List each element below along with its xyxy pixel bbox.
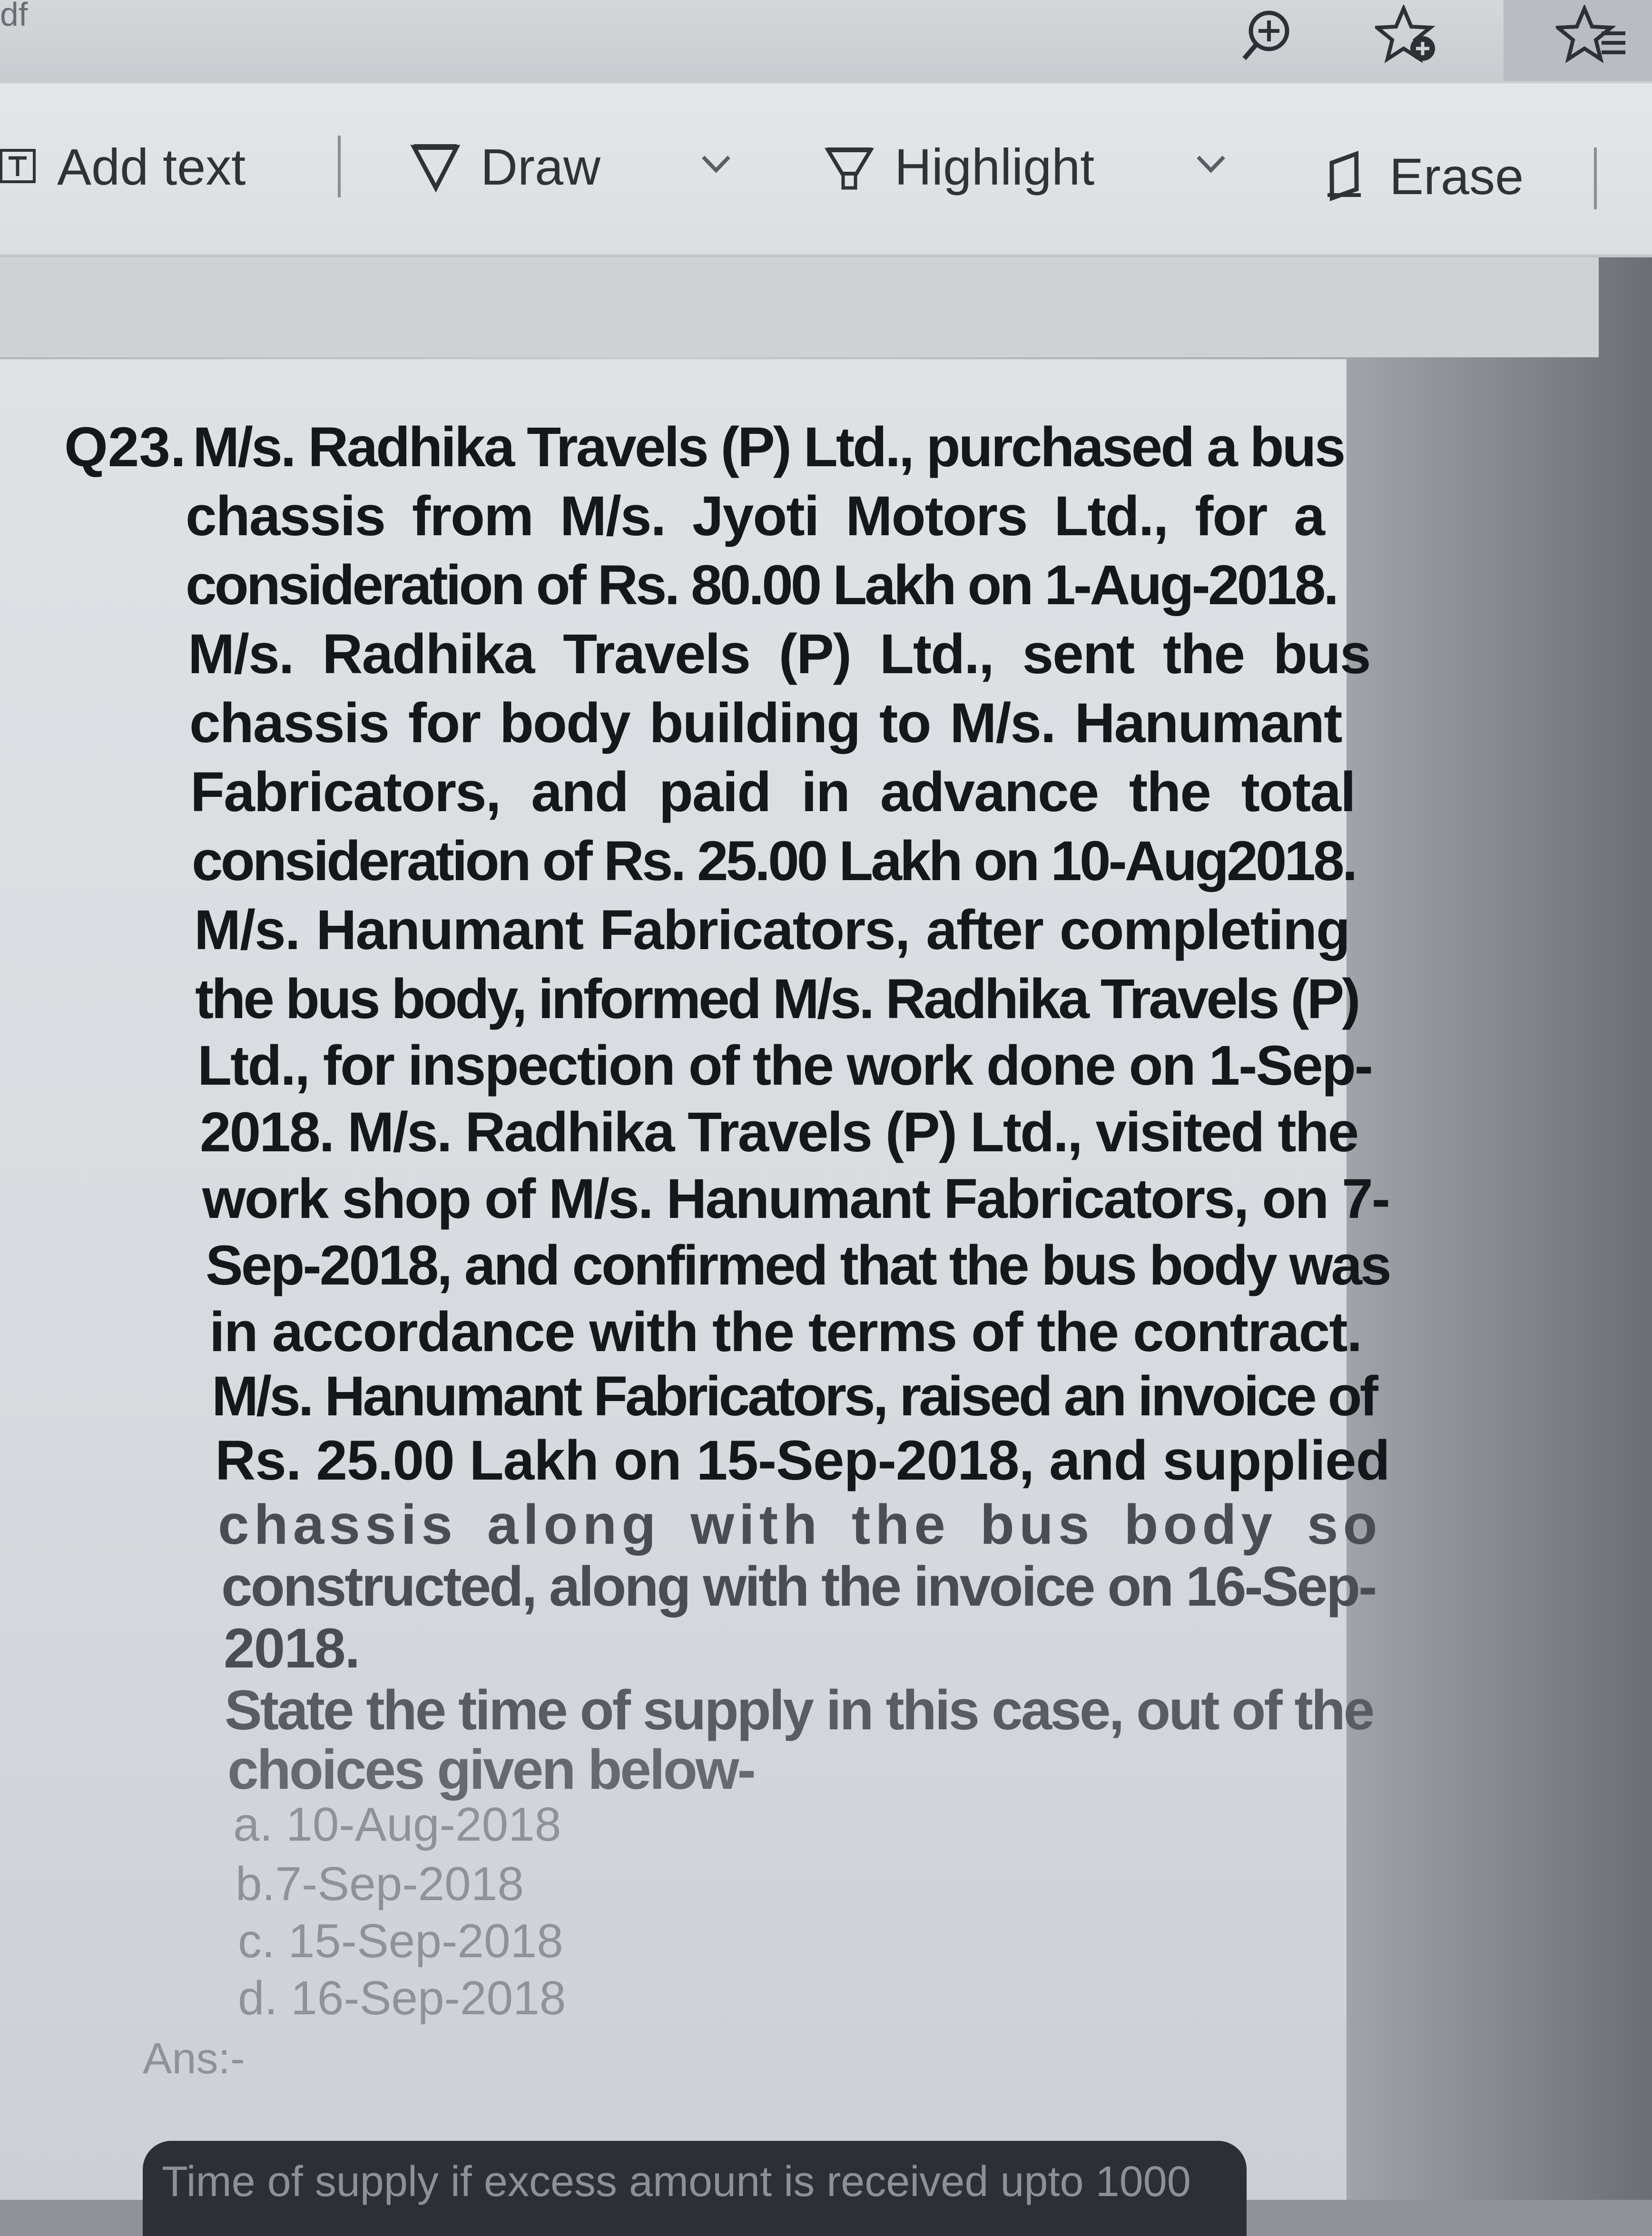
toolbar-separator (338, 136, 341, 197)
answer-text: Time of supply if excess amount is received upto 1000 (162, 2158, 1191, 2206)
question-line: consideration of Rs. 80.00 Lakh on 1-Aug-2018. (186, 554, 1337, 617)
pdf-page (0, 359, 1390, 2200)
text-box-icon (0, 147, 38, 186)
pdf-annotation-toolbar (0, 83, 1652, 257)
add-text-label: Add text (57, 137, 246, 196)
eraser-icon (1318, 150, 1370, 202)
favorites-icon[interactable] (1556, 5, 1627, 67)
question-line: M/s. Radhika Travels (P) Ltd., purchased a bus (193, 416, 1344, 479)
choice-b: b.7-Sep-2018 (236, 1857, 524, 1911)
question-line: 2018. (224, 1617, 360, 1680)
highlighter-icon (823, 140, 875, 193)
erase-label: Erase (1389, 147, 1524, 205)
question-line: M/s. Radhika Travels (P) Ltd., sent the bus (188, 623, 1370, 686)
choice-c: c. 15-Sep-2018 (238, 1914, 563, 1968)
viewer-margin (0, 257, 1599, 357)
question-number: Q23. (64, 416, 186, 479)
zoom-in-icon[interactable] (1237, 5, 1299, 67)
question-prompt: choices given below- (227, 1738, 754, 1801)
question-line: chassis for body building to M/s. Hanumant (189, 692, 1342, 755)
question-line: Sep-2018, and confirmed that the bus body was (206, 1234, 1390, 1297)
highlight-tool[interactable] (823, 131, 1094, 202)
browser-top-bar (0, 0, 1652, 83)
question-line: consideration of Rs. 25.00 Lakh on 10-Aug2018. (192, 830, 1356, 892)
question-line: work shop of M/s. Hanumant Fabricators, on 7- (202, 1167, 1389, 1230)
question-line: chassis along with the bus body so (218, 1493, 1382, 1556)
draw-tool[interactable] (409, 131, 600, 202)
question-line: in accordance with the terms of the contract. (209, 1301, 1362, 1363)
choice-d: d. 16-Sep-2018 (238, 1971, 566, 2025)
draw-label: Draw (481, 137, 601, 196)
question-line: Ltd., for inspection of the work done on 1-Sep- (197, 1034, 1372, 1097)
highlight-chevron-down-icon[interactable] (1194, 152, 1228, 178)
choice-a: a. 10-Aug-2018 (233, 1798, 561, 1851)
question-line: constructed, along with the invoice on 16-Sep- (221, 1555, 1376, 1618)
question-line: Fabricators, and paid in advance the total (190, 761, 1355, 824)
add-text-tool[interactable] (0, 131, 246, 202)
question-line: chassis from M/s. Jyoti Motors Ltd., for a (186, 485, 1324, 548)
question-line: M/s. Hanumant Fabricators, after completing (194, 899, 1350, 961)
tab-title-fragment: df (0, 0, 28, 33)
answer-label: Ans:- (143, 2034, 245, 2083)
question-line: 2018. M/s. Radhika Travels (P) Ltd., visited the (200, 1101, 1358, 1164)
highlight-label: Highlight (895, 137, 1095, 196)
draw-chevron-down-icon[interactable] (699, 152, 733, 178)
question-line: the bus body, informed M/s. Radhika Travels (P) (195, 968, 1358, 1030)
question-prompt: State the time of supply in this case, out of the (225, 1679, 1373, 1742)
toolbar-separator (1594, 147, 1597, 209)
draw-pen-icon (409, 140, 462, 193)
erase-tool[interactable] (1318, 140, 1524, 212)
question-line: Rs. 25.00 Lakh on 15-Sep-2018, and supplied (215, 1429, 1390, 1492)
add-favorite-icon[interactable] (1375, 5, 1442, 67)
question-line: M/s. Hanumant Fabricators, raised an invoice of (212, 1365, 1376, 1428)
